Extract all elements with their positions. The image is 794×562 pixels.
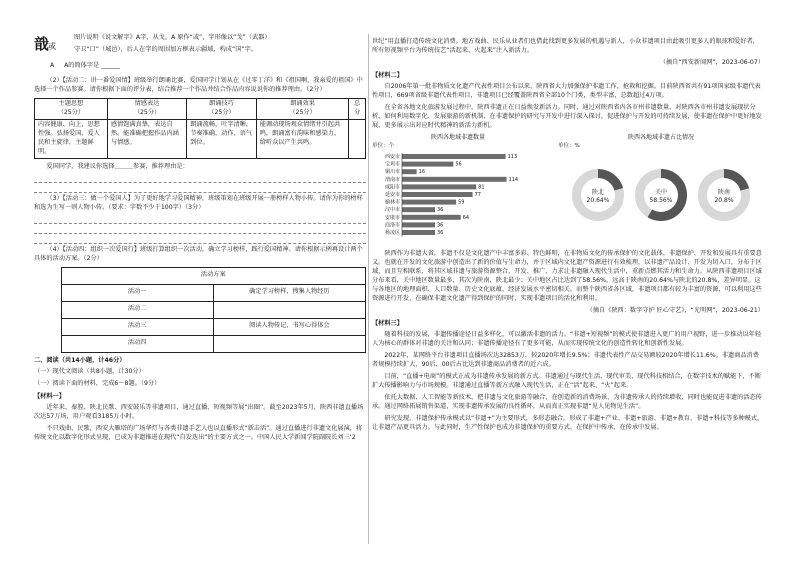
plan-row-name: 活动一 [61, 284, 213, 301]
bar-chart-title: 陕西各地域非遗数量 [430, 133, 485, 141]
plan-row [61, 318, 365, 335]
bar-value-label: 36 [437, 206, 444, 213]
header-effect: 朗诵效果 （25分） [256, 98, 349, 119]
bar-category-label: 铜川市 [384, 168, 400, 175]
plan-table-title: 活动方案 [61, 267, 365, 284]
question-3: （3）【活动三：做一个爱国人】为了更好地学习爱国精神，班级策划在班级开展一册榜样人物小传。请你为你的榜样和选为生写一则人物小传。（要求：字数不少于100字）（3分） [34, 194, 363, 211]
bar-value-label: 56 [455, 161, 462, 168]
header-emotion: 情感表达 （25分） [107, 98, 186, 119]
header-theme: 主题思想 （25分） [35, 98, 108, 119]
criteria-emotion: 感情饱满真挚，表达自然。能准确把握作品内涵与情感。 [107, 119, 186, 158]
question-2: （2）【活动二：讲一番爱国情】班级举行朗诵比赛，爱国同学计划从在《过零丁洋》和《祖国啊，我亲爱的祖国》中选择一个作品参赛。请你根据下面的评分表，结合推荐一个作品并结合作品内容说说你的推荐理由。（2分） [34, 76, 363, 93]
bar [402, 199, 456, 204]
plan-row [61, 301, 365, 318]
material-2-para-3: 陕西作为非遗大省，非遗不仅是文化遗产中丰富多彩、特色鲜明，在非物质文化的传承保护的文化载体，非遗保护、开发和发展具有重要意义。也就在开发的文化旅游中创造出了新的价值与生命力，并于区域内文化遗产资源进行有效梳理，以非遗产品设计、开发为切入口，分布于区域，而且互相联系，将其区域非遗与旅游资源整合、开发、推广，力求让非遗融入现代生活中，重新点燃其活力和生命力。从陕西非遗项目区域分布来看，关中地区数量最多，其次为陕南，陕北最少；关中地区占比达到了58.56%，远高于陕南的20.64%与陕北的20.8%，差异明显。这与各地区的地理面积、人口数量、历史文化底蕴、经济发展水平密切相关。而整个陕西省各区域，非遗项目都有较为丰富的资源，可以利用这些资源进行开发，在确保非遗文化遗产得到保护的同时，实现非遗项目的活化和利用。 [372, 249, 762, 302]
plan-row-name: 活动二 [61, 301, 213, 318]
section-2-subtitle: （一）现代文阅读（共8小题，计30分） [34, 367, 145, 375]
material-3-para-1: 随着科技的发展，非遗传播途径日益多样化，可以激活非遗的活力。“非遗+短视频”的模式使非遗进入更广的用户视野，进一步推动以年轻人为核心的群体对非遗的关注和认同；非遗传播途径有了更多可能，从而实现传统文化的创造性转化和创新性发展。 [372, 330, 762, 347]
donut-value: 20.8% [714, 196, 734, 204]
bar [402, 214, 461, 219]
bar-category-label: 延安市 [384, 191, 400, 198]
glyph-answer-prompt: A的简体字是 [64, 61, 100, 69]
section-2-subtitle-2: （一）阅读下面的材料，完成6～8题。（9分） [34, 379, 161, 387]
material-1-para-2: 不只戏曲、民歌，西安大雁塔的广场华灯与各类非遗手艺人也以直播形式“新击活”。通过直播进行非遗文化展演，将传统文化以数字化形式呈现，已成为非遗推进在现代“自发迭出”的主要方式之一。中国人民大学新闻学院副院长刘三‘2 [34, 424, 363, 441]
right-column [372, 38, 764, 552]
plan-row-name: 活动四 [61, 335, 213, 352]
bar-value-label: 114 [508, 176, 519, 183]
label-a: A [50, 61, 55, 69]
bar [402, 184, 476, 189]
bar-category-label: 渭南市 [384, 176, 400, 183]
plan-row-content: 确定学习榜样，搜集人物经历 [213, 284, 365, 301]
pie-chart-unit: 单位：% [558, 142, 580, 149]
bar-value-label: 64 [462, 214, 470, 221]
column-divider [368, 34, 369, 544]
score-table-header-row [35, 98, 366, 119]
material-3-para-2: 2022年，某网络平台非遗项目直播场次达32853万，较2020年增长9.5%；非遗代表性产品交易额较2020年增长11.6%。非遗商品消费者规模持续扩大，90后、00后占比达到非遗商品消费者的近六成。 [372, 351, 759, 368]
donut-label: 关中 [654, 188, 668, 196]
bar-value-label: 77 [474, 191, 481, 198]
pie-chart-panel [558, 134, 764, 246]
material-3-para-4: 依托大数据、人工智能等新技术，把非遗与文化旅游等融合，在创造新的消费场景、为非遗传承人的持续增收，同时也能促进非遗的活态传承。通过网络拓展销售渠道，实现非遗传承发展的良性循环，从而真正实现非遗“见人见物见生活”。 [372, 393, 762, 410]
material-2-para-2: 在全省各地文化旅游发展过程中，陕西非遗正在日益焕发新活力。同时，通过对陕西省内各市州非遗数量、对陕西各市州非遗发展现状分析，如何利用数字化、发展旅游的新机制，在非遗保护的研究与开发中进行深入探讨，促进保护与开发的可持续发展，使非遗在保护中更好地发展，更多展示出对应时代精神的新活力新机。 [372, 103, 762, 129]
material-2-title: 【材料二】 [372, 71, 403, 79]
plan-row [61, 335, 365, 352]
material-1-para-1: 近年来，秦腔、陕北民歌、西安鼓乐等非遗项目，通过直播、短视频等展“出圈”。截至2023年5月，陕西非遗直播场次达57万场，用户观看3185万小时。 [34, 403, 364, 420]
criteria-effect: 能调动现场观众情绪并引起共鸣，朗诵富有韵味和感染力，给听众以产生共鸣。 [256, 119, 349, 158]
header-total: 总 分 [349, 98, 366, 119]
pie-chart-title: 陕西各地域非遗占比情况 [627, 133, 694, 141]
bar-category-label: 榆林市 [384, 199, 400, 206]
charts-area [372, 134, 764, 246]
glyph-caption [74, 34, 271, 58]
donut-value: 20.64% [586, 196, 610, 204]
bar-category-label: 宝鸡市 [384, 161, 400, 168]
bar-category-label: 汉中市 [384, 206, 400, 213]
material-2-para-1: 自2006年第一批非物质文化遗产代表性项目公布以来，陕西省大力加强保护非遗工作，抢救和挖掘。目前陕西省共有91项国家级非遗代表性项目，669项省级非遗代表性项目，非遗项目已经覆盖陕西省全部10个门类，类型丰富，总数超过4万项。 [372, 82, 761, 99]
bar-value-label: 59 [458, 199, 465, 206]
bar [402, 192, 473, 197]
answer-line[interactable] [34, 185, 366, 193]
criteria-total [349, 119, 366, 158]
bar-chart-unit: 单位：个 [372, 142, 395, 149]
answer-line[interactable] [34, 226, 366, 234]
bar-category-label: 杨凌区 [384, 229, 400, 236]
material-3-para-3: 目前，“直播+电商”的模式正成为非遗传承发展的新方式。非遗通过与现代生活、现代审美、现代科技相结合，在数字技术的赋能下，不断扩大传播影响力与市场规模。非遗通过直播等新方式融入现代生活，正在“活”起来、“火”起来。 [372, 372, 762, 389]
bar-value-label: 36 [437, 221, 444, 228]
plan-row-content: 阅读人物传记，书写心得体会 [213, 318, 365, 335]
bar [402, 169, 417, 174]
bar-category-label: 安康市 [384, 214, 400, 221]
donut-label: 陕北 [591, 188, 605, 196]
score-table-criteria-row [35, 119, 366, 158]
answer-line[interactable] [34, 236, 366, 244]
criteria-theme: 内容健康、向上，思想性强。弘扬爱国、爱人民和主旋律，主题鲜明。 [35, 119, 108, 158]
bar-category-label: 西安市 [384, 153, 400, 160]
question-4: （4）【活动四：组织一次爱国行】班级打算组织一次活动，确立学习榜样，践行爱国精神。请你根据示例再设计两个具体的活动方案。（2分） [34, 245, 363, 262]
criteria-technique: 朗诵流畅，吐字清晰，节奏准确，动作、语气到位。 [187, 119, 257, 158]
bar-category-label: 咸阳市 [384, 183, 400, 190]
answer-line[interactable] [34, 216, 366, 224]
plan-row-content-input[interactable] [213, 301, 365, 318]
bar [402, 154, 506, 159]
left-column [34, 34, 366, 552]
material-1-title: 【材料一】 [34, 392, 65, 400]
glyph-question [34, 62, 366, 71]
plan-row-content-input[interactable] [213, 335, 365, 352]
bar [402, 230, 435, 235]
header-technique: 朗诵技巧 （25分） [187, 98, 257, 119]
material-2-source: （摘自《陕西：数字守护 匠心守艺》，“光明网”，2023-06-21） [586, 306, 764, 314]
bar-chart-panel [372, 134, 544, 246]
material-1-source: （摘自“西安新闻网”，2023-06-07） [659, 58, 764, 66]
bar [402, 176, 507, 181]
bar [402, 207, 435, 212]
donut-charts [558, 151, 764, 243]
plan-row-name: 活动三 [61, 318, 213, 335]
bar-value-label: 36 [437, 229, 444, 236]
bar-category-label: 商洛市 [384, 221, 400, 228]
material-3-title: 【材料三】 [372, 319, 403, 327]
material-1-continued: 世纪”用直播打造传统文化消费。地方戏曲、民乐从业者们也借此找到更多发展的机遇与新人，小众非遗项目由此吸引更多人的眼球和爱好者，所有短视频平台为传统技艺“活起来、火起来”注入新活力。 [372, 38, 759, 54]
bar [402, 161, 453, 166]
plan-table [61, 267, 366, 353]
answer-line[interactable] [34, 175, 366, 183]
section-2-title: 二、阅读（共14小题，计46分） [34, 356, 126, 364]
bar-value-label: 113 [507, 153, 518, 160]
question-2-answer-prompt: 爱国同学，我建议你选择＿＿＿参赛，推荐理由是： [46, 162, 189, 170]
bar-chart [372, 151, 544, 243]
donut-label: 陕南 [717, 188, 731, 196]
plan-row [61, 284, 365, 301]
plan-table-title-row [61, 267, 365, 284]
bar [402, 222, 435, 227]
glyph-block [34, 34, 366, 58]
bar-value-label: 81 [478, 183, 485, 190]
glyph-line-1: 图片说明《说文解字》A字，从戈。A 原作“或”，字形像以“戈”（武器） [74, 34, 271, 41]
glyph-line-2: 守卫“口”（城邑），后人在字的周围加方框表示疆域，构成“国”字。 [74, 45, 257, 53]
score-table [34, 98, 366, 159]
bar-value-label: 16 [418, 168, 426, 175]
glyph-answer-blank[interactable]: ______ [101, 61, 120, 69]
donut-value: 58.56% [649, 196, 673, 204]
ancient-glyph-image: 戠戓 [34, 35, 56, 53]
material-3-para-5: 研究发现，非遗保护传承模式以“非遗+”为主要形式，多形态融合，形成了非遗+产业、非遗+旅游、非遗+教育、非遗+科技等多种模式，让非遗产品更具活力。与此同时，生产性保护也成为非遗保护的重要方式，在保护中传承，在传承中发展。 [372, 414, 764, 431]
